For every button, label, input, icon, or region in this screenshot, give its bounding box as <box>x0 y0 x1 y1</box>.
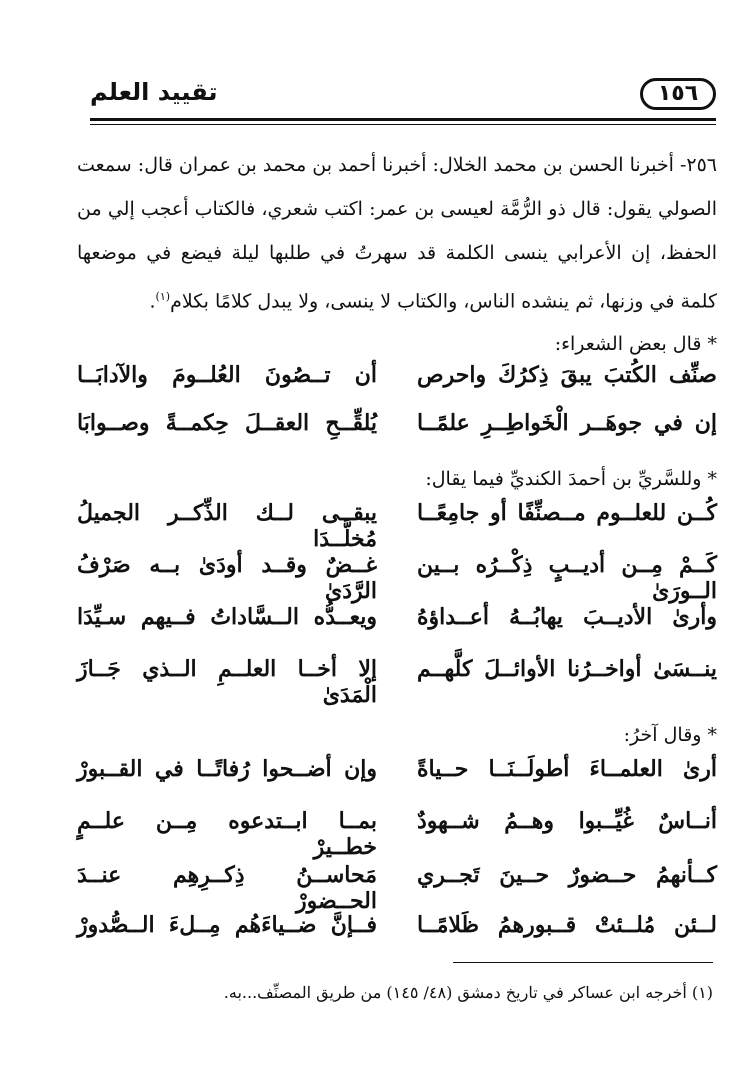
narration-paragraph <box>77 143 717 323</box>
verse-line <box>77 604 717 654</box>
verse-second-hemistich: إلا أخــا العلــمِ الــذي جَــازَ الْمَدَىٰ <box>77 656 377 708</box>
narration-text: ٢٥٦- أخبرنا الحسن بن محمد الخلال: أخبرنا أحمد بن محمد بن عمران قال: سمعت الصولي يقول: قال ذو الرُّمَّة لعيسى بن عمر: اكتب شعري، فالكتاب أعجب إلي من الحفظ، إن الأعرابي ينسى الكلمة قد سهرتُ في طلبها ليلة فيضع في موضعها كلمة في وزنها، ثم ينشده الناس، والكتاب لا ينسى، ولا يبدل كلامًا بكلام <box>77 154 717 313</box>
verse-line <box>77 862 717 912</box>
footnote: (١) أخرجه ابن عساكر في تاريخ دمشق (٤٨/ ١٤٥) من طريق المصنِّف...به. <box>223 983 713 1002</box>
verse-second-hemistich: يُلقِّــحِ العقــلَ حِكمــةً وصــوابَا <box>77 410 377 436</box>
page-number: ١٥٦ <box>640 78 716 110</box>
footnote-divider <box>453 962 713 963</box>
verse-first-hemistich: صنِّف الكُتبَ يبقَ ذِكرُكَ واحرص <box>417 362 717 388</box>
verse-line <box>77 656 717 706</box>
verse-second-hemistich: يبقــى لــك الذِّكــر الجميلُ مُخلَّــدَا <box>77 500 377 552</box>
verse-second-hemistich: ويعــدُّه الــسَّاداتُ فــيهم سـيِّدَا <box>77 604 377 630</box>
verse-first-hemistich: ينــسَىٰ أواخــرُنا الأوائــلَ كلَّهــم <box>417 656 717 682</box>
verse-second-hemistich: غــضٌ وقــد أودَىٰ بــه صَرْفُ الرَّدَىٰ <box>77 552 377 604</box>
verse-first-hemistich: إن في جوهَــر الْخَواطِــرِ علمًــا <box>417 410 717 436</box>
header-rule-thin <box>90 124 716 125</box>
verse-line <box>77 552 717 602</box>
verse-second-hemistich: بمــا ابــتدعوه مِــن علــمٍ خطــيرْ <box>77 808 377 860</box>
page-header <box>90 72 716 116</box>
running-title: تقييد العلم <box>90 78 218 106</box>
verse-first-hemistich: أرىٰ العلمــاءَ أطولَــنَــا حــياةً <box>417 756 717 782</box>
verse-line <box>77 362 717 412</box>
verse-second-hemistich: فــإنَّ ضــياءَهُم مِــلءَ الــصُّدورْ <box>77 912 377 938</box>
verse-first-hemistich: وأرىٰ الأديــبَ يهابُــهُ أعــداؤهُ <box>417 604 717 630</box>
verse-first-hemistich: كــأنهمُ حــضورٌ حــينَ تَجــري <box>417 862 717 888</box>
poem-intro-3: * وقال آخرُ: <box>623 724 717 746</box>
verse-first-hemistich: كَــمْ مِــن أديــبٍ ذِكْــرُه بــين الــورَىٰ <box>417 552 717 604</box>
verse-line <box>77 500 717 550</box>
verse-second-hemistich: وإن أضــحوا رُفاتًــا في القــبورْ <box>77 756 377 782</box>
verse-line <box>77 912 717 962</box>
verse-second-hemistich: أن تــصُونَ العُلــومَ والآدابَــا <box>77 362 377 388</box>
poem-intro-2: * وللسَّريِّ بن أحمدَ الكنديِّ فيما يقال: <box>425 468 717 490</box>
footnote-marker: (١) <box>155 290 171 303</box>
verse-line <box>77 808 717 858</box>
header-rule-thick <box>90 118 716 121</box>
verse-first-hemistich: أنــاسٌ غُيِّــبوا وهــمُ شــهودٌ <box>417 808 717 834</box>
verse-line <box>77 756 717 806</box>
verse-first-hemistich: لــئن مُلــئتْ قــبورهمُ ظَلامًــا <box>417 912 717 938</box>
narration-period: . <box>149 290 156 313</box>
verse-second-hemistich: مَحاســنُ ذِكــرِهِم عنــدَ الحــضورْ <box>77 862 377 914</box>
poem-intro-1: * قال بعض الشعراء: <box>554 333 717 355</box>
verse-first-hemistich: كُــن للعلــوم مــصنِّفًا أو جامِعًــا <box>417 500 717 526</box>
verse-line <box>77 410 717 460</box>
